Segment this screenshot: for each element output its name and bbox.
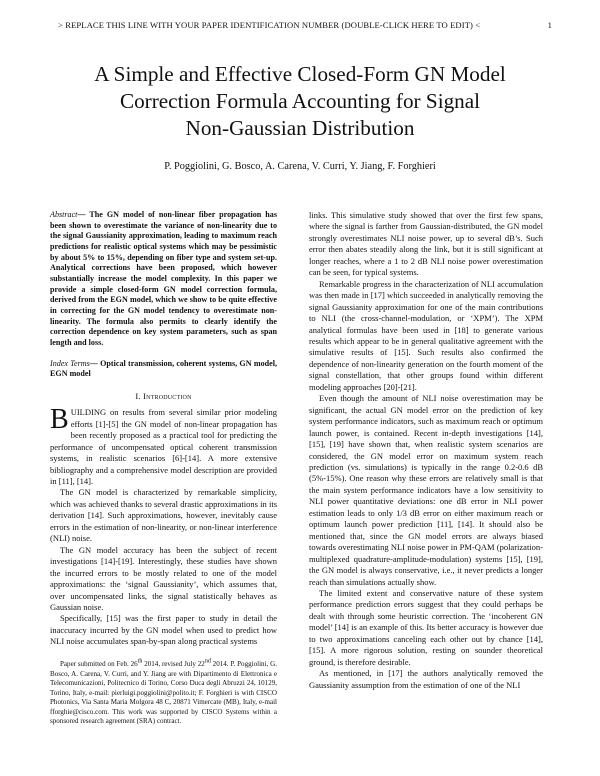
abstract-lead: Abstract <box>50 210 78 219</box>
right-paragraph-1: links. This simulative study showed that over the first few spans, where the signal is farther from Gaussian-distributed, the GN model strongly overestimates NLI noise power, up to several dB’s. Such error then abates steadily along the link, but it is still significant at longer reaches, where a 1 to 2 dB NLI noise power overestimation can be seen, for typical systems. <box>309 210 543 278</box>
right-paragraph-2: Remarkable progress in the characterization of NLI accumulation was then made in [17] which succeeded in analytically removing the signal Gaussianity approximation for one of the main contributions to NLI (the cross-channel-modulation, or ‘XPM’). The XPM analytical formulas have been used in [18] to generate various results which appear to be in general qualitative agreement with the simulative results of [15]. Such results also confirmed the dependence of non-linearity generation on the fourth moment of the signal constellation, that other groups found within different modeling approaches [20]-[21]. <box>309 278 543 392</box>
footnote-part-3: 2014. P. Poggiolini, G. Bosco, A. Carena, V. Curri, and Y. Jiang are with Dipartimento di Elettronica e Telecomunicazioni, Politecnico di Torino, Corso Duca degli Abruzzi 24, 10129, Torino, Italy, e-mail: pierluigi.poggiolini@polito.it; F. Forghieri is with CISCO Photonics, Via Santa Maria Molgora 48 C, 20871 Vimercate (MB), Italy, e-mail fforghie@cisco.com. This work was supported by CISCO Systems within a sponsored research agreement (SRA) contract. <box>50 660 277 725</box>
right-paragraph-5: As mentioned, in [17] the authors analytically removed the Gaussianity assumption from the estimation of one of the NLI <box>309 668 543 690</box>
abstract-text: — The GN model of non-linear fiber propagation has been shown to overestimate the variance of non-linearity due to the signal Gaussianity approximation, leading to maximum reach predictions for realistic optical systems which may be pessimistic by about 5% to 15%, depending on fiber type and system set-up. Analytical corrections have been proposed, which however substantially increase the model complexity. In this paper we provide a simple closed-form GN model correction formula, derived from the EGN model, which we show to be quite effective in correcting for the GN model tendency to overestimate non-linearity. The formula also permits to clearly identify the correction dependence on key system parameters, such as span length and loss. <box>50 210 277 347</box>
running-header <box>58 20 552 30</box>
intro-paragraph-1 <box>50 404 277 487</box>
index-terms <box>50 359 277 380</box>
page-number: 1 <box>547 20 552 30</box>
section-numeral: I. <box>135 390 141 401</box>
section-title: Introduction <box>143 390 192 401</box>
paper-title <box>40 61 560 142</box>
right-paragraph-3: Even though the amount of NLI noise overestimation may be significant, the actual GN model error on the prediction of key system performance indicators, such as maximum reach or optimum launch power, is contained. Recent in-depth investigations [14], [15], [19] have shown that, when realistic system scenarios are considered, the GN model error on maximum system reach prediction (vs. simulations) is typically in the range 0.2-0.6 dB (5%-15%). One reason why these errors are relatively small is that the main system performance indicators have a low sensitivity to NLI power quantitative deviations: one dB error in NLI power estimation leads to only 1/3 dB error on either maximum reach or optimum launch power prediction [11], [14]. It should also be mentioned that, since the GN model errors are always biased towards overestimating NLI noise power in PM-QAM (polarization-multiplexed quadrature-amplitude-modulation) systems [15], [19], the GN model is always conservative, i.e., it never predicts a longer reach than simulations actually show. <box>309 393 543 587</box>
footnote-sup-2: nd <box>204 658 211 665</box>
footnote <box>50 660 277 727</box>
footnote-part-1: Paper submitted on Feb. 26 <box>60 660 138 668</box>
intro-paragraph-1-text: UILDING on results from several similar prior modeling efforts [1]-[5] the GN model of non-linear propagation has been recently proposed as a practical tool for predicting the performance of uncompensated optical coherent transmission systems, in realistic scenarios [6]-[14]. A more extensive bibliography and a comprehensive model description are provided in [11], [14]. <box>50 407 277 487</box>
left-column <box>50 210 277 648</box>
intro-paragraph-4: Specifically, [15] was the first paper to study in detail the inaccuracy incurred by the GN model when used to predict how NLI noise accumulates span-by-span along practical systems <box>50 613 277 647</box>
author-list: P. Poggiolini, G. Bosco, A. Carena, V. Curri, Y. Jiang, F. Forghieri <box>164 161 436 172</box>
right-column <box>309 210 543 691</box>
section-heading-introduction <box>50 391 277 402</box>
drop-cap: B <box>50 404 69 436</box>
footnote-sup-1: th <box>137 658 143 665</box>
intro-paragraph-3: The GN model accuracy has been the subject of recent investigations [14]-[19]. Interestingly, these studies have shown the incurred errors to be mostly related to one of the model approximations: the ‘signal Gaussianity’, which assumes that, over uncompensated links, the signal statistically behaves as Gaussian noise. <box>50 544 277 612</box>
title-line-1: A Simple and Effective Closed-Form GN Model <box>94 62 506 86</box>
index-terms-text: — Optical transmission, coherent systems, GN model, EGN model <box>50 358 277 379</box>
title-line-2: Correction Formula Accounting for Signal <box>119 89 481 113</box>
abstract <box>50 210 277 349</box>
title-line-3: Non-Gaussian Distribution <box>185 116 415 140</box>
right-paragraph-4: The limited extent and conservative nature of these system performance prediction errors suggest that they could perhaps be dealt with through some heuristic correction. The ‘incoherent GN model’ [14] is an example of this. Its better accuracy is however due to two approximations canceling each other out by chance [14], [15]. A more rigorous solution, resting on sounder theoretical ground, is therefore desirable. <box>309 587 543 667</box>
intro-paragraph-2: The GN model is characterized by remarkable simplicity, which was achieved thanks to several drastic approximations in its derivation [14]. Such approximations, however, inevitably cause errors in the estimation of non-linearity, or non-linear interference (NLI) noise. <box>50 487 277 544</box>
index-terms-lead: Index Terms <box>50 358 90 368</box>
footnote-part-2: 2014, revised July 22 <box>142 660 205 668</box>
running-title: > REPLACE THIS LINE WITH YOUR PAPER IDENTIFICATION NUMBER (DOUBLE-CLICK HERE TO EDIT) < <box>58 20 481 30</box>
